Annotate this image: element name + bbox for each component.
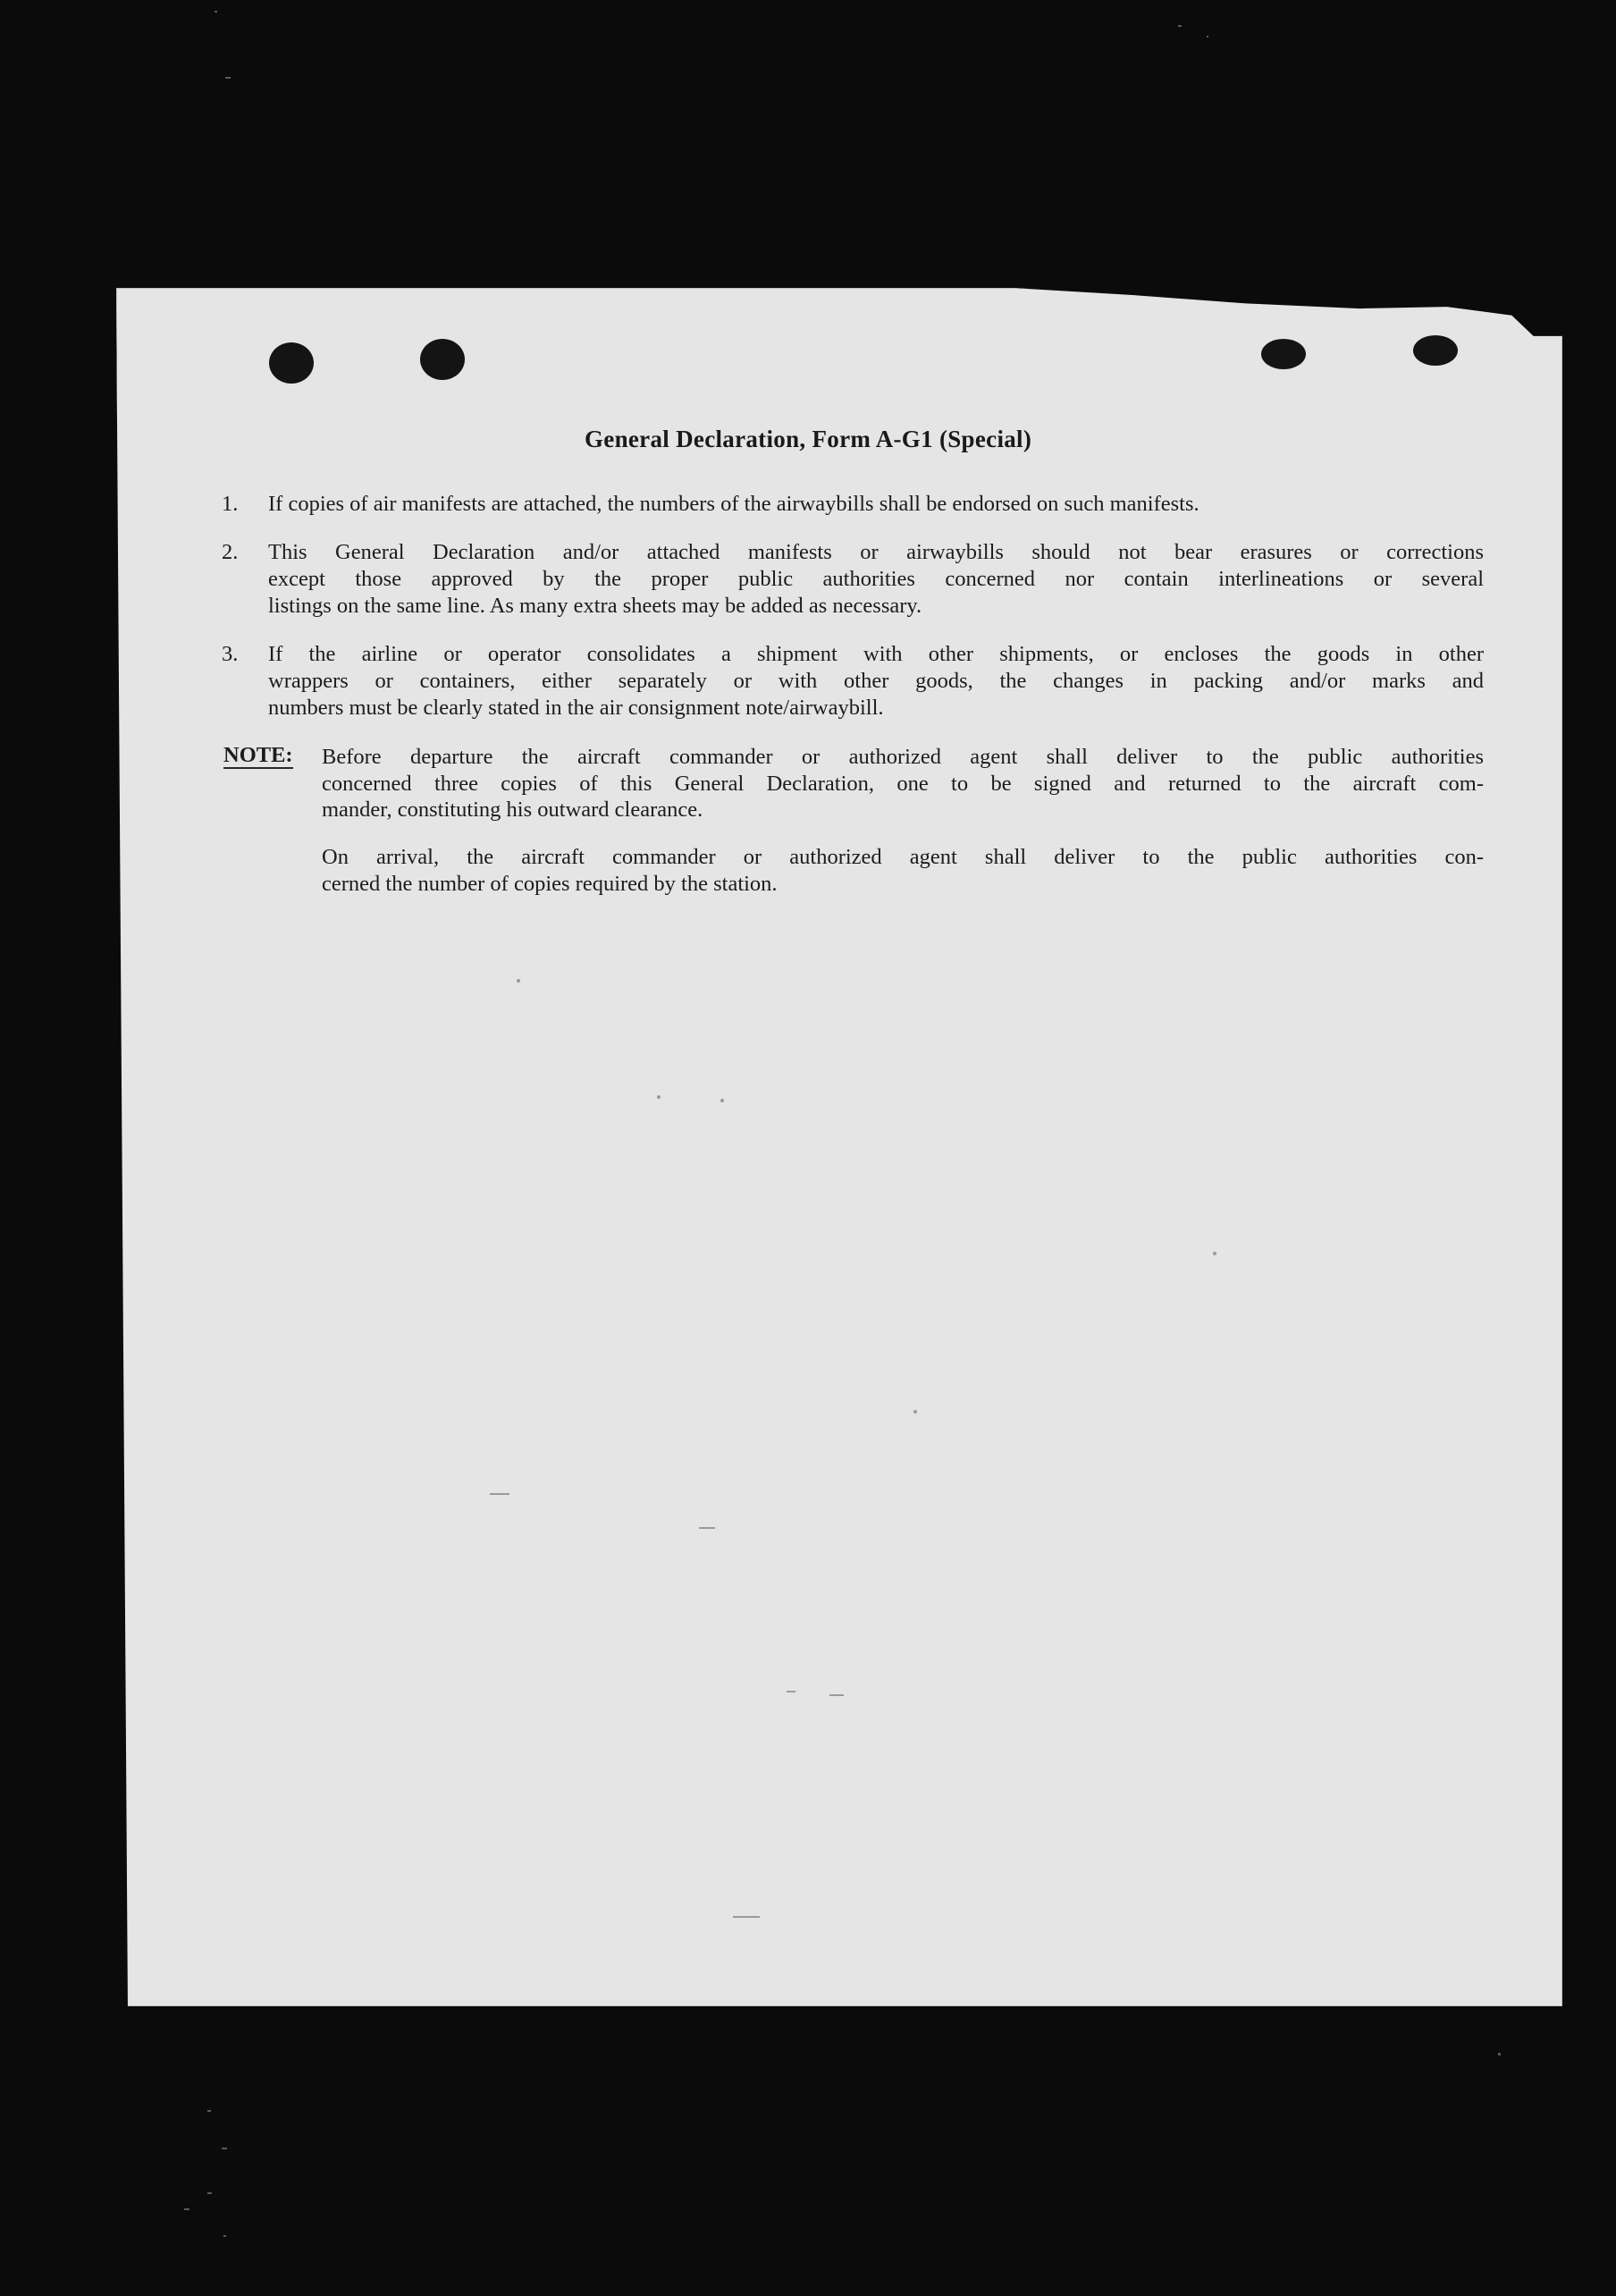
list-item-line: listings on the same line. As many extra sheets may be added as necessary. [268, 594, 922, 618]
list-item-3 [222, 641, 1484, 723]
list-item-text [268, 539, 1484, 620]
note-line: Before departure the aircraft commander or authorized agent shall deliver to the public authorities [322, 745, 1484, 769]
list-item-text [268, 491, 1484, 518]
note-paragraph-departure [322, 744, 1484, 823]
note-label: NOTE: [223, 743, 293, 767]
list-item-number: 2. [222, 540, 239, 564]
list-item-line: If the airline or operator consolidates a shipment with other shipments, or encloses the goods in other [268, 642, 1484, 666]
note-line: cerned the number of copies required by the station. [322, 871, 778, 896]
note-paragraph-arrival [322, 844, 1484, 897]
note-line: mander, constituting his outward clearance. [322, 798, 703, 822]
list-item-line: numbers must be clearly stated in the air consignment note/airwaybill. [268, 696, 884, 720]
list-item-number: 1. [222, 492, 239, 516]
list-item-text [268, 641, 1484, 722]
list-item-1 [222, 491, 1484, 519]
note-line: On arrival, the aircraft commander or authorized agent shall deliver to the public authorities con- [322, 845, 1484, 869]
list-item-2 [222, 539, 1484, 621]
list-item-line: This General Declaration and/or attached manifests or airwaybills should not bear erasures or corrections [268, 540, 1484, 564]
list-item-line: except those approved by the proper public authorities concerned nor contain interlineations or several [268, 567, 1484, 591]
list-item-line: If copies of air manifests are attached, the numbers of the airwaybills shall be endorsed on such manifests. [268, 492, 1199, 516]
page-title: General Declaration, Form A-G1 (Special) [585, 426, 1032, 452]
list-item-line: wrappers or containers, either separately or with other goods, the changes in packing and/or marks and [268, 669, 1484, 693]
list-item-number: 3. [222, 642, 239, 666]
note-line: concerned three copies of this General Declaration, one to be signed and returned to the aircraft com- [322, 771, 1484, 796]
